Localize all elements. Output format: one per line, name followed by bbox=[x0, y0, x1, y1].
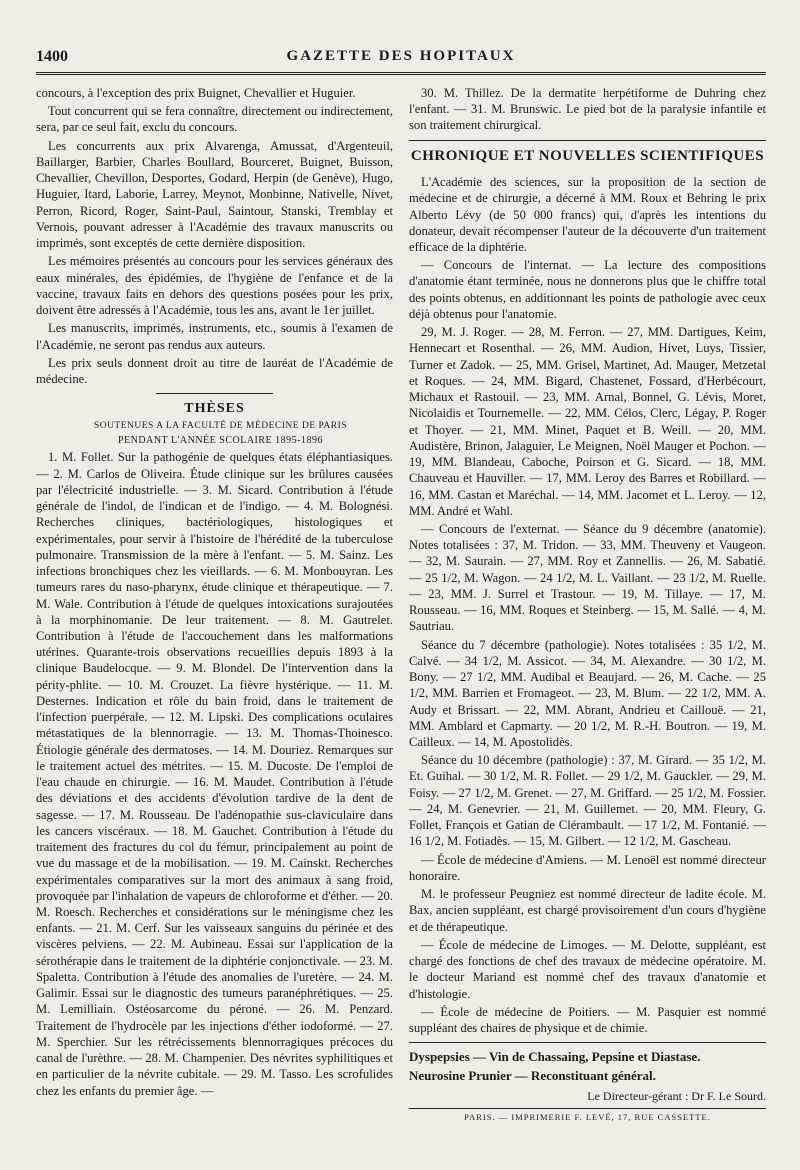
paragraph: — Concours de l'internat. — La lecture des compositions d'anatomie étant terminée, nous ne donnerons plus que le chiffre total des points obtenus, en additionnant les points de pathologie avec ceux déjà obtenus pour l'anatomie. bbox=[409, 258, 766, 321]
paragraph: concours, à l'exception des prix Buignet, Chevallier et Huguier. bbox=[36, 86, 356, 100]
paragraph: — Concours de l'externat. — Séance du 9 décembre (anatomie). Notes totalisées : 37, M. Tridon. — 33, MM. Theuveny et Vaugeon. — 32, M. Saurain. — 27, MM. Roy et Zannellis. — 26, M. Sabatié. — 25 1/2, M. Wagon. — 24 1/2, M. L. Vaillant. — 23 1/2, M. Ruelle. — 23, MM. J. Surrel et Trastour. — 19, M. Tillaye. — 17, M. Rousseau. — 16, MM. Roques et Steinberg. — 15, M. Sallé. — 4, M. Sautriau. bbox=[409, 521, 766, 634]
paragraph: — École de médecine de Limoges. — M. Delotte, suppléant, est chargé des fonctions de chef des travaux de médecine opératoire. M. le docteur Mariand est nommé chef des travaux d'anatomie et d'histologie. bbox=[409, 937, 766, 1001]
running-title: GAZETTE DES HOPITAUX bbox=[286, 48, 516, 64]
paragraph: Tout concurrent qui se fera connaître, directement ou indirectement, sera, par ce seul fait, exclu du concours. bbox=[36, 104, 393, 135]
left-column bbox=[36, 85, 393, 1123]
paragraph: 29, M. J. Roger. — 28, M. Ferron. — 27, MM. Dartigues, Keim, Hennecart et Rosenthal. — 26, MM. Audion, Hivet, Luys, Tissier, Turner et Zadok. — 25, MM. Grisel, Martinet, Ad. Mauger, Metzetal et Roques. — 24, MM. Bigard, Chastenet, Fossard, d'Herbécourt, Michaux et Rastouil. — 23, MM. Arnal, Bonnel, G. Lévis, Moret, Nicolaidis et Tournemelle. — 22, MM. Célos, Clerc, Légay, P. Roger et Thoyer. — 21, MM. Minet, Paquet et B. Weill. — 20, MM. Audistère, Brinon, Jalaguier, Le Meignen, Noël Mauger et Pochon. — 19, MM. Blandeau, Caboche, Poirson et G. Sicard. — 18, MM. Chauveau et Hauviller. — 17, MM. Leroy des Barres et Robillard. — 16, MM. Castan et Maréchal. — 14, MM. Jacomet et L. Leroy. — 12, MM. André et Wahl. bbox=[409, 325, 766, 518]
paragraph: Les concurrents aux prix Alvarenga, Amussat, d'Argenteuil, Baillarger, Barbier, Charles Boullard, Bourceret, Buignet, Buisson, Chevallier, Chevillon, Desportes, Godard, Herpin (de Genève), Hugo, Huguier, Itard, Laborie, Larrey, Meynot, Monbinne, Nativelle, Nivet, Perron, Ricord, Roger, Saint-Paul, Saintour, Stanski, Tremblay et Vernois, pouvant adresser à l'Académie des travaux manuscrits ou imprimés, sont exceptés de cette dernière disposition. bbox=[36, 138, 393, 251]
advertisement: Dyspepsies — Vin de Chassaing, Pepsine et Diastase. bbox=[409, 1049, 701, 1065]
divider bbox=[409, 140, 766, 141]
paragraph: Séance du 7 décembre (pathologie). Notes totalisées : 35 1/2, M. Calvé. — 34 1/2, M. Assicot. — 34, M. Alexandre. — 30 1/2, M. Bony. — 27 1/2, MM. Audibal et Beaujard. — 26, M. Cache. — 25 1/2, MM. Barrien et Fromageot. — 23, M. Blum. — 22 1/2, MM. A. Audy et Brissart. — 22, MM. Abrant, Andrieu et Caillouë. — 21, MM. Amblard et Capmarty. — 20 1/2, M. R.-H. Boutron. — 19, M. Cailleux. — 14, M. Apostolidès. bbox=[409, 637, 766, 750]
section-title-chronicle: CHRONIQUE ET NOUVELLES SCIENTIFIQUES bbox=[410, 147, 765, 164]
paragraph: 30. M. Thillez. De la dermatite herpétiforme de Duhring chez l'enfant. — 31. M. Brunswic. Le pied bot de la paralysie infantile et son traitement chirurgical. bbox=[409, 86, 766, 133]
section-title-theses: THÈSES bbox=[184, 401, 245, 417]
signature: Le Directeur-gérant : Dr F. Le Sourd. bbox=[587, 1088, 766, 1103]
paragraph: — École de médecine de Poitiers. — M. Pasquier est nommé suppléant des chaires de physique et de chimie. bbox=[409, 1004, 766, 1035]
section-subtitle: PENDANT L'ANNÉE SCOLAIRE 1895-1896 bbox=[118, 434, 323, 446]
divider bbox=[156, 393, 273, 394]
imprint: PARIS. — IMPRIMERIE F. LEVÉ, 17, RUE CASSETTE. bbox=[409, 1108, 766, 1123]
paragraph: Les prix seuls donnent droit au titre de lauréat de l'Académie de médecine. bbox=[36, 355, 393, 386]
paragraph: L'Académie des sciences, sur la proposition de la section de médecine et de chirurgie, a décerné à MM. Roux et Behring le prix Alberto Lévy (de 50 000 francs) qui, d'après les intentions du donateur, devait récompenser l'auteur de la découverte d'un traitement efficace de la diphtérie. bbox=[409, 175, 766, 254]
page-header bbox=[36, 42, 766, 75]
paragraph: Les manuscrits, imprimés, instruments, etc., soumis à l'examen de l'Académie, ne seront pas rendus aux auteurs. bbox=[36, 321, 393, 352]
columns bbox=[36, 85, 766, 1123]
advertisement: Neurosine Prunier — Reconstituant général. bbox=[409, 1068, 656, 1083]
theses-list: 1. M. Follet. Sur la pathogénie de quelques états éléphantiasiques. — 2. M. Carlos de Oliveira. Étude clinique sur les brûlures causées par l'électricité industrielle. — 3. M. Sicard. Contribution à l'étude générale de l'indol, de l'indican et de l'indigo. — 4. M. Bolognési. Recherches cliniques, bactériologiques, histologiques et expérimentales, pour servir à l'histoire de l'hérédité de la tuberculose pulmonaire. Transmission de la mère à l'enfant. — 5. M. Sainz. Les infections bronchiques chez les vieillards. — 6. M. Monbouyran. Les tumeurs rares du naso-pharynx, étude clinique et thérapeutique. — 7. M. Wale. Contribution à l'étude de quelques intoxications surajoutées à la morphinomanie. De leur traitement. — 8. M. Gautrelet. Contribution à l'étude de l'accouchement dans les malformations utérines. Quarante-trois observations recueillies depuis 1893 à la clinique Baudelocque. — 9. M. Blondel. De l'intervention dans la périty-phlite. — 10. M. Crouzet. La fièvre hystérique. — 11. M. Desternes. Indication et rôle du bain froid, dans le traitement de l'infection puerpérale. — 12. M. Lipski. Des complications oculaires métastatiques de la blennorragie. — 13. M. Thomas-Thoinesco. Étiologie générale des dermatoses. — 14. M. Douriez. Remarques sur le traitement actuel des métrites. — 15. M. Ducoste. De l'emploi de l'eau chaude en chirurgie. — 16. M. Maudet. Contribution à l'étude des déviations et des accidents d'évolution tardive de la dent de sagesse. — 17. M. Rousseau. De l'adénopathie sus-claviculaire dans les cancers viscéraux. — 18. M. Gauchet. Contribution à l'étude du traitement des fractures du col du fémur, principalement au point de vue du massage et de la mobilisation. — 19. M. Cainskt. Recherches expérimentales comparatives sur la mort des animaux à sang froid, provoquée par l'inhalation de vapeurs de chloroforme et d'éther. — 20. M. Roesch. Recherches et considérations sur le méningisme chez les enfants. — 21. M. Cerf. Sur les vaisseaux sanguins du périnée et des viscères pelviens. — 22. M. Aubineau. Essai sur l'application de la sérothérapie dans le traitement de la diphtérie conjonctivale. — 23. M. Spaletta. Contribution à l'étude des anomalies de l'uretère. — 24. M. Galimir. Essai sur le diagnostic des tumeurs paranéphrétiques. — 25. M. Lemilliain. Ostéosarcome du péroné. — 26. M. Penzard. Traitement de l'hydrocèle par les injections d'éther iodoformé. — 27. M. Sperchier. Sur les rétrécissements blennorragiques précoces du canal de l'urèthre. — 28. M. Champenier. Des névrites syphilitiques et en particulier de la névrite cubitale. — 29. M. Tasso. Les scrofulides chez les enfants du premier âge. — bbox=[36, 450, 393, 1098]
paragraph: M. le professeur Peugniez est nommé directeur de ladite école. M. Bax, ancien suppléant, est chargé provisoirement d'un cours d'hygiène et de thérapeutique. bbox=[409, 887, 766, 934]
paragraph: — École de médecine d'Amiens. — M. Lenoël est nommé directeur honoraire. bbox=[409, 852, 766, 883]
paragraph: Séance du 10 décembre (pathologie) : 37, M. Girard. — 35 1/2, M. Et. Guihal. — 30 1/2, M. R. Follet. — 29 1/2, M. Gauckler. — 29, M. Foisy. — 27 1/2, M. Grenet. — 27, M. Griffard. — 25 1/2, M. Fossier. — 24, M. Genevrier. — 21, M. Guillemet. — 20, MM. Fleury, G. Follet, François et Gatian de Clérambault. — 17 1/2, M. Fontanié. — 16 1/2, M. Fotiadès. — 15, M. Gilbert. — 12 1/2, M. Gascheau. bbox=[409, 753, 766, 849]
section-subtitle: SOUTENUES A LA FACULTÉ DE MÉDECINE DE PARIS bbox=[93, 421, 348, 432]
paragraph: Les mémoires présentés au concours pour les services généraux des eaux minérales, des épidémies, de l'hygiène de l'enfance et de la vaccine, travaux faits en dehors des questions posées pour les prix, doivent être adressés à l'Académie, tous les ans, avant le 1er juillet. bbox=[36, 254, 393, 318]
page-number: 1400 bbox=[36, 48, 68, 65]
right-column bbox=[409, 85, 766, 1123]
divider bbox=[409, 1042, 766, 1043]
